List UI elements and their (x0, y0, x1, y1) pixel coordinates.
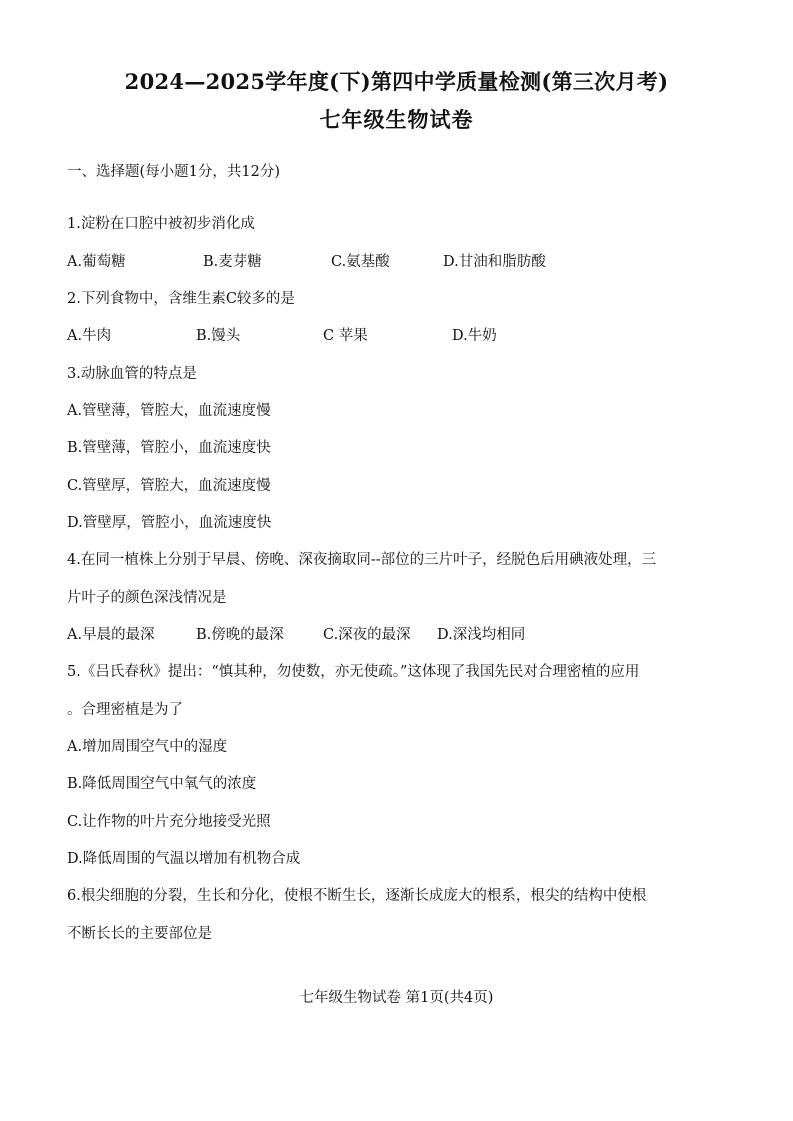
page-footer: 七年级生物试卷 第1页(共4页) (299, 990, 494, 1006)
question-2-stem: 2.下列食物中，含维生素C较多的是 (67, 291, 295, 307)
q4-option-b: B.傍晚的最深 (196, 627, 284, 643)
q2-option-b: B.馒头 (196, 328, 241, 344)
q3-option-c: C.管壁厚，管腔大，血流速度慢 (67, 478, 271, 494)
q1-option-d: D.甘油和脂肪酸 (443, 254, 546, 270)
question-1-stem: 1.淀粉在口腔中被初步消化成 (67, 216, 255, 232)
q1-option-a: A.葡萄糖 (67, 254, 126, 270)
q1-option-c: C.氨基酸 (331, 254, 390, 270)
q4-option-c: C.深夜的最深 (323, 627, 411, 643)
exam-title: 2024—2025学年度(下)第四中学质量检测(第三次月考) (124, 69, 669, 94)
section-heading: 一、选择题(每小题1分，共12分) (67, 164, 280, 180)
question-6-stem-line-2: 不断长长的主要部位是 (67, 926, 212, 942)
question-4-stem-line-1: 4.在同一植株上分别于早晨、傍晚、深夜摘取同--部位的三片叶子，经脱色后用碘液处理，三 (67, 552, 657, 568)
q4-option-a: A.早晨的最深 (67, 627, 155, 643)
q5-option-c: C.让作物的叶片充分地接受光照 (67, 814, 271, 830)
q3-option-d: D.管壁厚，管腔小，血流速度快 (67, 515, 272, 531)
q5-option-a: A.增加周围空气中的湿度 (67, 739, 228, 755)
question-3-stem: 3.动脉血管的特点是 (67, 366, 197, 382)
q1-option-b: B.麦芽糖 (203, 254, 262, 270)
q2-option-a: A.牛肉 (67, 328, 112, 344)
question-5-stem-line-2: 。合理密植是为了 (67, 702, 183, 718)
q2-option-c: C 苹果 (323, 328, 368, 344)
q4-option-d: D.深浅均相同 (437, 627, 526, 643)
q3-option-b: B.管壁薄，管腔小，血流速度快 (67, 440, 271, 456)
q2-option-d: D.牛奶 (452, 328, 497, 344)
q5-option-d: D.降低周围的气温以增加有机物合成 (67, 851, 301, 867)
question-6-stem-line-1: 6.根尖细胞的分裂，生长和分化，使根不断生长，逐渐长成庞大的根系，根尖的结构中使根 (67, 888, 647, 904)
q5-option-b: B.降低周围空气中氧气的浓度 (67, 776, 257, 792)
exam-subtitle: 七年级生物试卷 (319, 107, 474, 132)
question-4-stem-line-2: 片叶子的颜色深浅情况是 (67, 590, 227, 606)
question-5-stem-line-1: 5.《吕氏春秋》提出：“慎其种，勿使数，亦无使疏。”这体现了我国先民对合理密植的应用 (67, 664, 640, 680)
q3-option-a: A.管壁薄，管腔大，血流速度慢 (67, 403, 271, 419)
